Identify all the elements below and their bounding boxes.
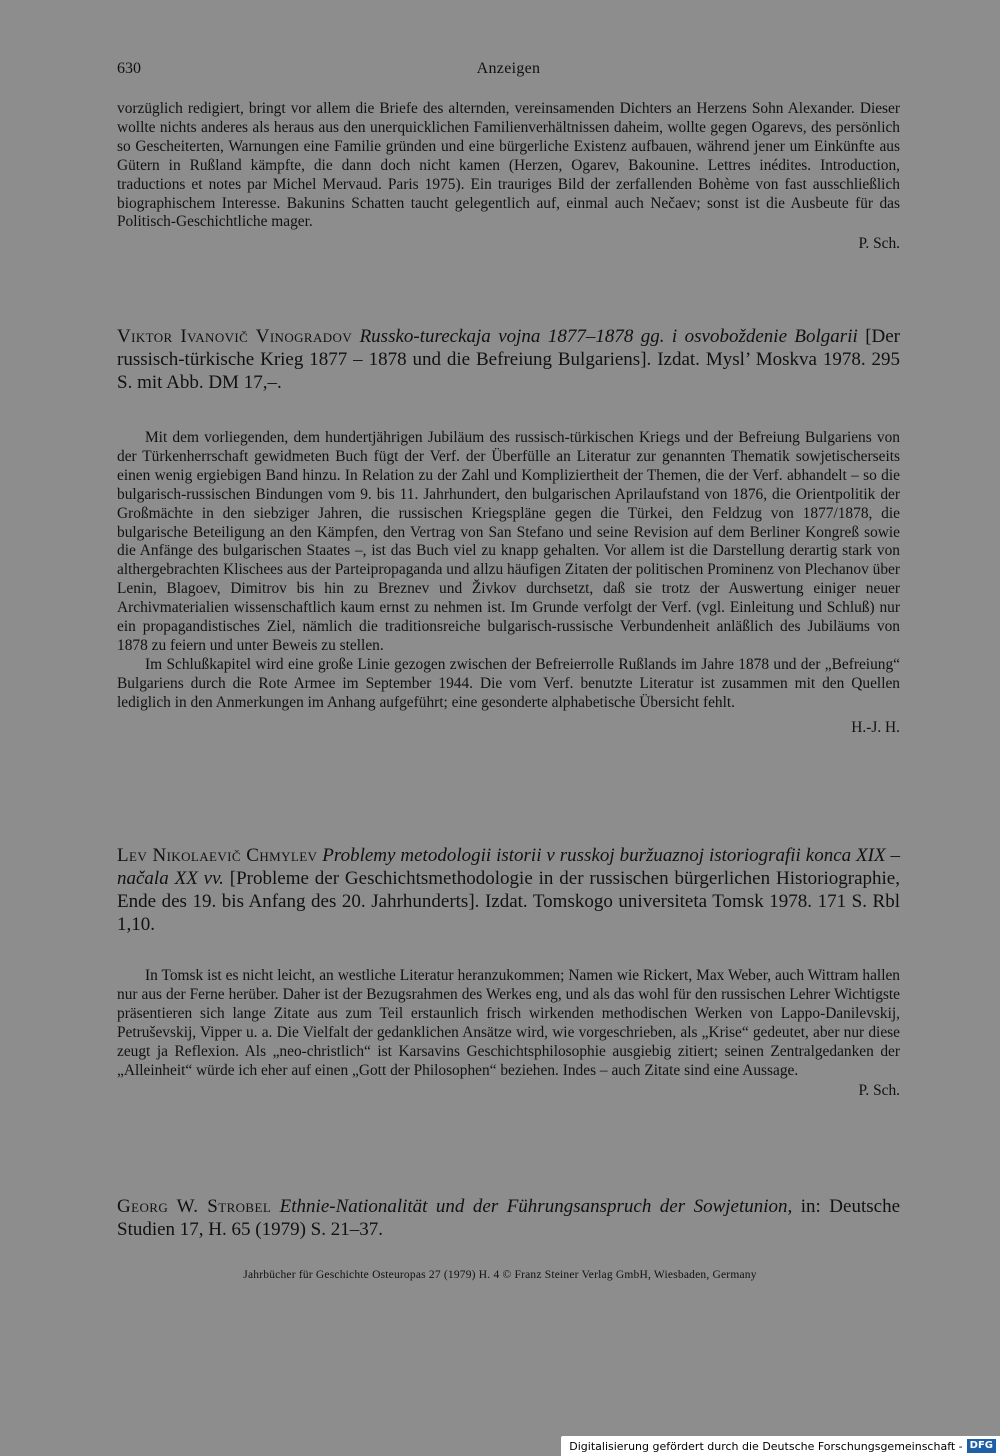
bibliographic-heading <box>117 1195 900 1241</box>
dfg-credit-bar <box>561 1436 1000 1456</box>
page-header <box>117 60 900 82</box>
article-entry-strobel <box>117 1195 900 1241</box>
review-vinogradov <box>117 429 900 737</box>
bibliographic-heading <box>117 325 900 394</box>
page-number: 630 <box>117 60 141 77</box>
section-title: Anzeigen <box>476 60 541 77</box>
book-entry-chmylev <box>117 844 900 936</box>
entry-author: Georg W. Strobel <box>117 1196 272 1217</box>
review-paragraph: Mit dem vorliegenden, dem hundertjährigen Jubiläum des russisch-türkischen Kriegs und der Befreiung Bulgariens von der Türkenherrschaft gewidmeten Buch fügt der Verf. der Überfülle an Literatur zur genannten Thematik sowjetischerseits einen wenig ergiebigen Band hinzu. In Relation zu der Zahl und Kompliziertheit der Themen, die der Verf. abhandelt – so die bulgarisch-russischen Bindungen vom 9. bis 11. Jahrhundert, den bulgarischen Aprilaufstand von 1876, die Orientpolitik der Großmächte in den siebziger Jahren, die russischen Kriegspläne gegen die Türkei, den Feldzug von 1877/1878, die bulgarische Beteiligung an den Kämpfen, den Vertrag von San Stefano und seine Revision auf dem Berliner Kongreß sowie die Anfänge des bulgarischen Staates –, ist das Buch viel zu knapp gehalten. Vor allem ist die Darstellung derartig stark von althergebrachten Klischees aus der Parteipropaganda und allzu häufigen Zitaten der politischen Prominenz von Plechanov über Lenin, Blagoev, Dimitrov bis hin zu Breznev und Živkov durchsetzt, daß sie trotz der Auswertung einiger neuer Archivmaterialien wissenschaftlich kaum ernst zu nehmen ist. Im Grunde verfolgt der Verf. (vgl. Einleitung und Schluß) nur ein propagandistisches Ziel, nämlich die traditionsreiche bulgarisch-russische Verbundenheit anläßlich des Jubiläums von 1878 zu feiern und unter Beweis zu stellen. <box>117 429 900 654</box>
journal-footer: Jahrbücher für Geschichte Osteuropas 27 (1979) H. 4 © Franz Steiner Verlag GmbH, Wiesbaden, Germany <box>243 1269 757 1281</box>
entry-title: Problemy metodologii istorii v russkoj buržuaznoj istoriografii konca XIX – načala XX vv. <box>117 845 901 889</box>
review-chmylev <box>117 967 900 1100</box>
bibliographic-heading <box>117 844 900 936</box>
dfg-logo-icon: DFG <box>967 1439 996 1453</box>
entry-title: Russko-tureckaja vojna 1877–1878 gg. i osvoboždenie Bolgarii <box>359 326 858 347</box>
review-paragraph: In Tomsk ist es nicht leicht, an westliche Literatur heranzukommen; Namen wie Rickert, Max Weber, auch Wittram hallen nur aus der Ferne herüber. Daher ist der Bezugsrahmen des Werkes eng, und als das wohl für den russischen Lehrer Wichtigste präsentieren sich lange Zitate aus zum Teil erstaunlich frisch wirkenden methodischen Werken von Lappo-Danilevskij, Petruševskij, Vipper u. a. Die Vielfalt der gedanklichen Ansätze wird, wie vorgeschrieben, als „Krise“ gedeutet, aber nur diese zeugt ja Reflexion. Als „neo-christlich“ ist Karsavins Geschichtsphilosophie ausgiebig zitiert; seinen Zentralgedanken der „Alleinheit“ würde ich eher auf einen „Gott der Philosophen“ beziehen. Indes – auch Zitate sind eine Aussage. <box>117 967 900 1079</box>
entry-details: in: Deutsche Studien 17, H. 65 (1979) S. 21–37. <box>117 1196 901 1240</box>
entry-title: Ethnie-Nationalität und der Führungsanspruch der Sowjetunion, <box>279 1196 793 1217</box>
dfg-credit-text: Digitalisierung gefördert durch die Deutsche Forschungsgemeinschaft - <box>569 1439 963 1453</box>
review-signature: P. Sch. <box>858 1082 900 1100</box>
entry-author: Viktor Ivanovič Vinogradov <box>117 326 353 347</box>
review-signature: P. Sch. <box>858 235 900 253</box>
review-paragraph: Im Schlußkapitel wird eine große Linie gezogen zwischen der Befreierrolle Rußlands im Jahre 1878 und der „Befreiung“ Bulgariens durch die Rote Armee im September 1944. Die vom Verf. benutzte Literatur ist zusammen mit den Quellen lediglich in den Anmerkungen im Anhang aufgeführt; eine gesonderte alphabetische Übersicht fehlt. <box>117 655 900 711</box>
book-entry-vinogradov <box>117 325 900 394</box>
entry-details: [Der russisch-türkische Krieg 1877 – 1878 und die Befreiung Bulgariens]. Izdat. Mysl’ Moskva 1978. 295 S. mit Abb. DM 17,–. <box>117 326 900 393</box>
review-paragraph: vorzüglich redigiert, bringt vor allem die Briefe des alternden, vereinsamenden Dichters an Herzens Sohn Alexander. Dieser wollte nichts anderes als heraus aus den unerquicklichen Familienverhältnissen daheim, wollte gegen Ogarevs, des persönlich so Gescheiterten, Warnungen eine Familie gründen und eine bürgerliche Existenz aufbauen, während jener um Einkünfte aus Gütern in Rußland kämpfte, die dann doch nicht kamen (Herzen, Ogarev, Bakounine. Lettres inédites. Introduction, traductions et notes par Michel Mervaud. Paris 1975). Ein trauriges Bild der zerfallenden Bohème von fast ausschließlich biographischem Interesse. Bakunins Schatten taucht gelegentlich auf, einmal auch Nečaev; sonst ist die Ausbeute für das Politisch-Geschichtliche mager. <box>117 100 900 231</box>
entry-author: Lev Nikolaevič Chmylev <box>117 845 318 866</box>
entry-details: [Probleme der Geschichtsmethodologie in der russischen bürgerlichen Historiographie, Ende des 19. bis Anfang des 20. Jahrhunderts]. Izdat. Tomskogo universiteta Tomsk 1978. 171 S. Rbl 1,10. <box>117 868 900 935</box>
review-signature: H.-J. H. <box>851 718 900 736</box>
review-continuation <box>117 100 900 253</box>
